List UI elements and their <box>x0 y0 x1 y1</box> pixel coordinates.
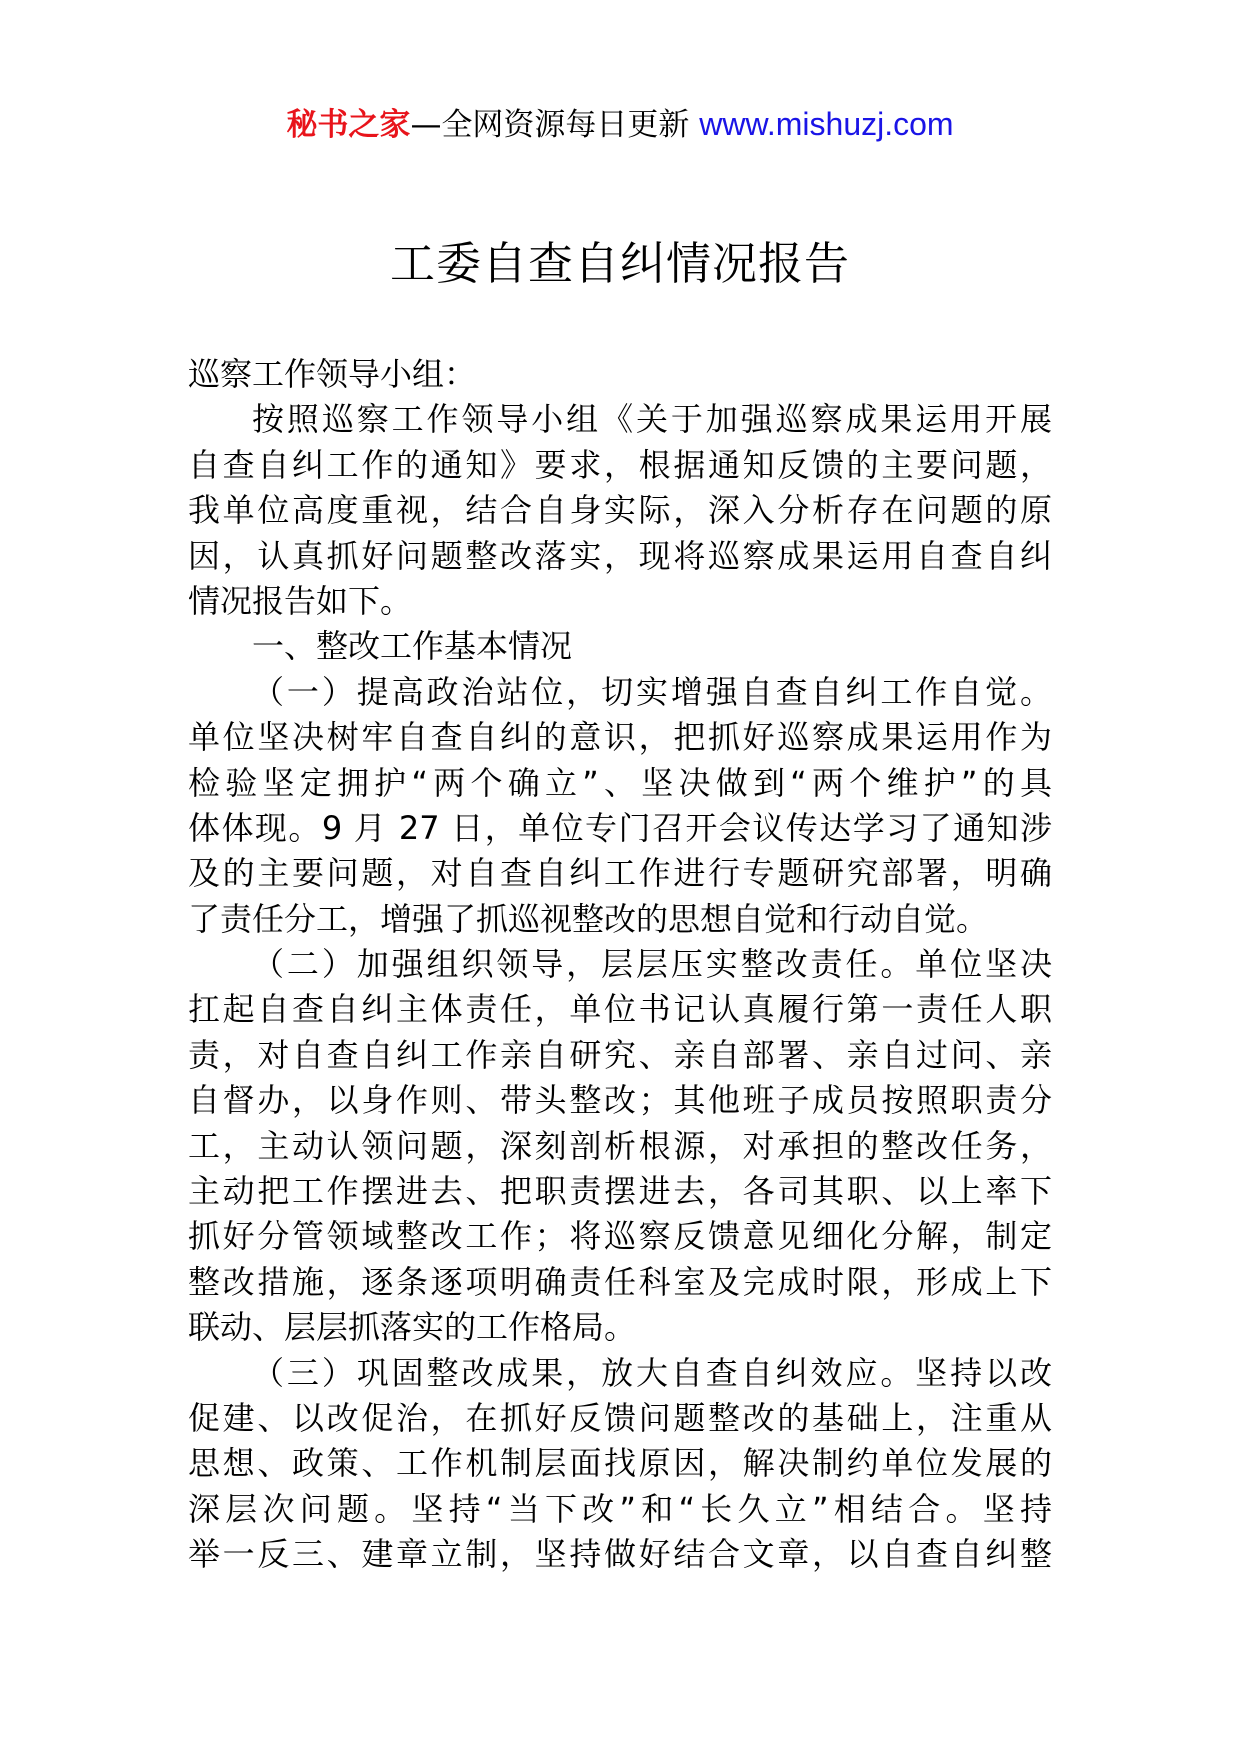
paragraph-line: 扛起自查自纠主体责任，单位书记认真履行第一责任人职 <box>188 990 1052 1029</box>
paragraph-line: 责，对自查自纠工作亲自研究、亲自部署、亲自过问、亲 <box>188 1035 1052 1074</box>
paragraph-line: 体体现。9 月 27 日，单位专门召开会议传达学习了通知涉 <box>188 808 1052 847</box>
paragraph-line: 因，认真抓好问题整改落实，现将巡察成果运用自查自纠 <box>188 536 1052 575</box>
paragraph-line: 及的主要问题，对自查自纠工作进行专题研究部署，明确 <box>188 854 1052 893</box>
paragraph-line: 检验坚定拥护“两个确立”、坚决做到“两个维护”的具 <box>188 763 1052 802</box>
salutation: 巡察工作领导小组： <box>188 355 477 393</box>
paragraph-line: 单位坚决树牢自查自纠的意识，把抓好巡察成果运用作为 <box>188 718 1052 757</box>
paragraph-line: 思想、政策、工作机制层面找原因，解决制约单位发展的 <box>188 1444 1052 1483</box>
paragraph-line: 自查自纠工作的通知》要求，根据通知反馈的主要问题， <box>188 445 1052 484</box>
paragraph-line: 情况报告如下。 <box>188 581 413 620</box>
subsection-heading: （二）加强组织领导，层层压实整改责任。单位坚决 <box>252 945 1052 984</box>
brand-name: 秘书之家 <box>286 107 411 143</box>
paragraph-line: 促建、以改促治，在抓好反馈问题整改的基础上，注重从 <box>188 1398 1052 1437</box>
paragraph-line: 举一反三、建章立制，坚持做好结合文章，以自查自纠整 <box>188 1535 1052 1574</box>
paragraph-line: 深层次问题。坚持“当下改”和“长久立”相结合。坚持 <box>188 1489 1052 1528</box>
paragraph-line: 主动把工作摆进去、把职责摆进去，各司其职、以上率下 <box>188 1172 1052 1211</box>
section-heading: 一、整改工作基本情况 <box>252 627 573 666</box>
paragraph-line: 了责任分工，增强了抓巡视整改的思想自觉和行动自觉。 <box>188 899 989 938</box>
paragraph-line: 抓好分管领域整改工作；将巡察反馈意见细化分解，制定 <box>188 1217 1052 1256</box>
paragraph-line: 整改措施，逐条逐项明确责任科室及完成时限，形成上下 <box>188 1262 1052 1301</box>
site-url-link[interactable]: www.mishuzj.com <box>699 106 954 142</box>
paragraph-line: 我单位高度重视，结合自身实际，深入分析存在问题的原 <box>188 491 1052 530</box>
subsection-heading: （一）提高政治站位，切实增强自查自纠工作自觉。 <box>252 672 1052 711</box>
subsection-heading: （三）巩固整改成果，放大自查自纠效应。坚持以改 <box>252 1353 1052 1392</box>
document-body <box>188 352 1052 1578</box>
paragraph-line: 按照巡察工作领导小组《关于加强巡察成果运用开展 <box>252 400 1052 439</box>
paragraph-line: 联动、层层抓落实的工作格局。 <box>188 1308 637 1347</box>
document-title: 工委自查自纠情况报告 <box>389 237 850 290</box>
paragraph-line: 自督办，以身作则、带头整改；其他班子成员按照职责分 <box>188 1081 1052 1120</box>
header-tagline: —全网资源每日更新 <box>410 107 690 143</box>
site-header <box>0 100 1240 149</box>
paragraph-line: 工，主动认领问题，深刻剖析根源，对承担的整改任务， <box>188 1126 1052 1165</box>
